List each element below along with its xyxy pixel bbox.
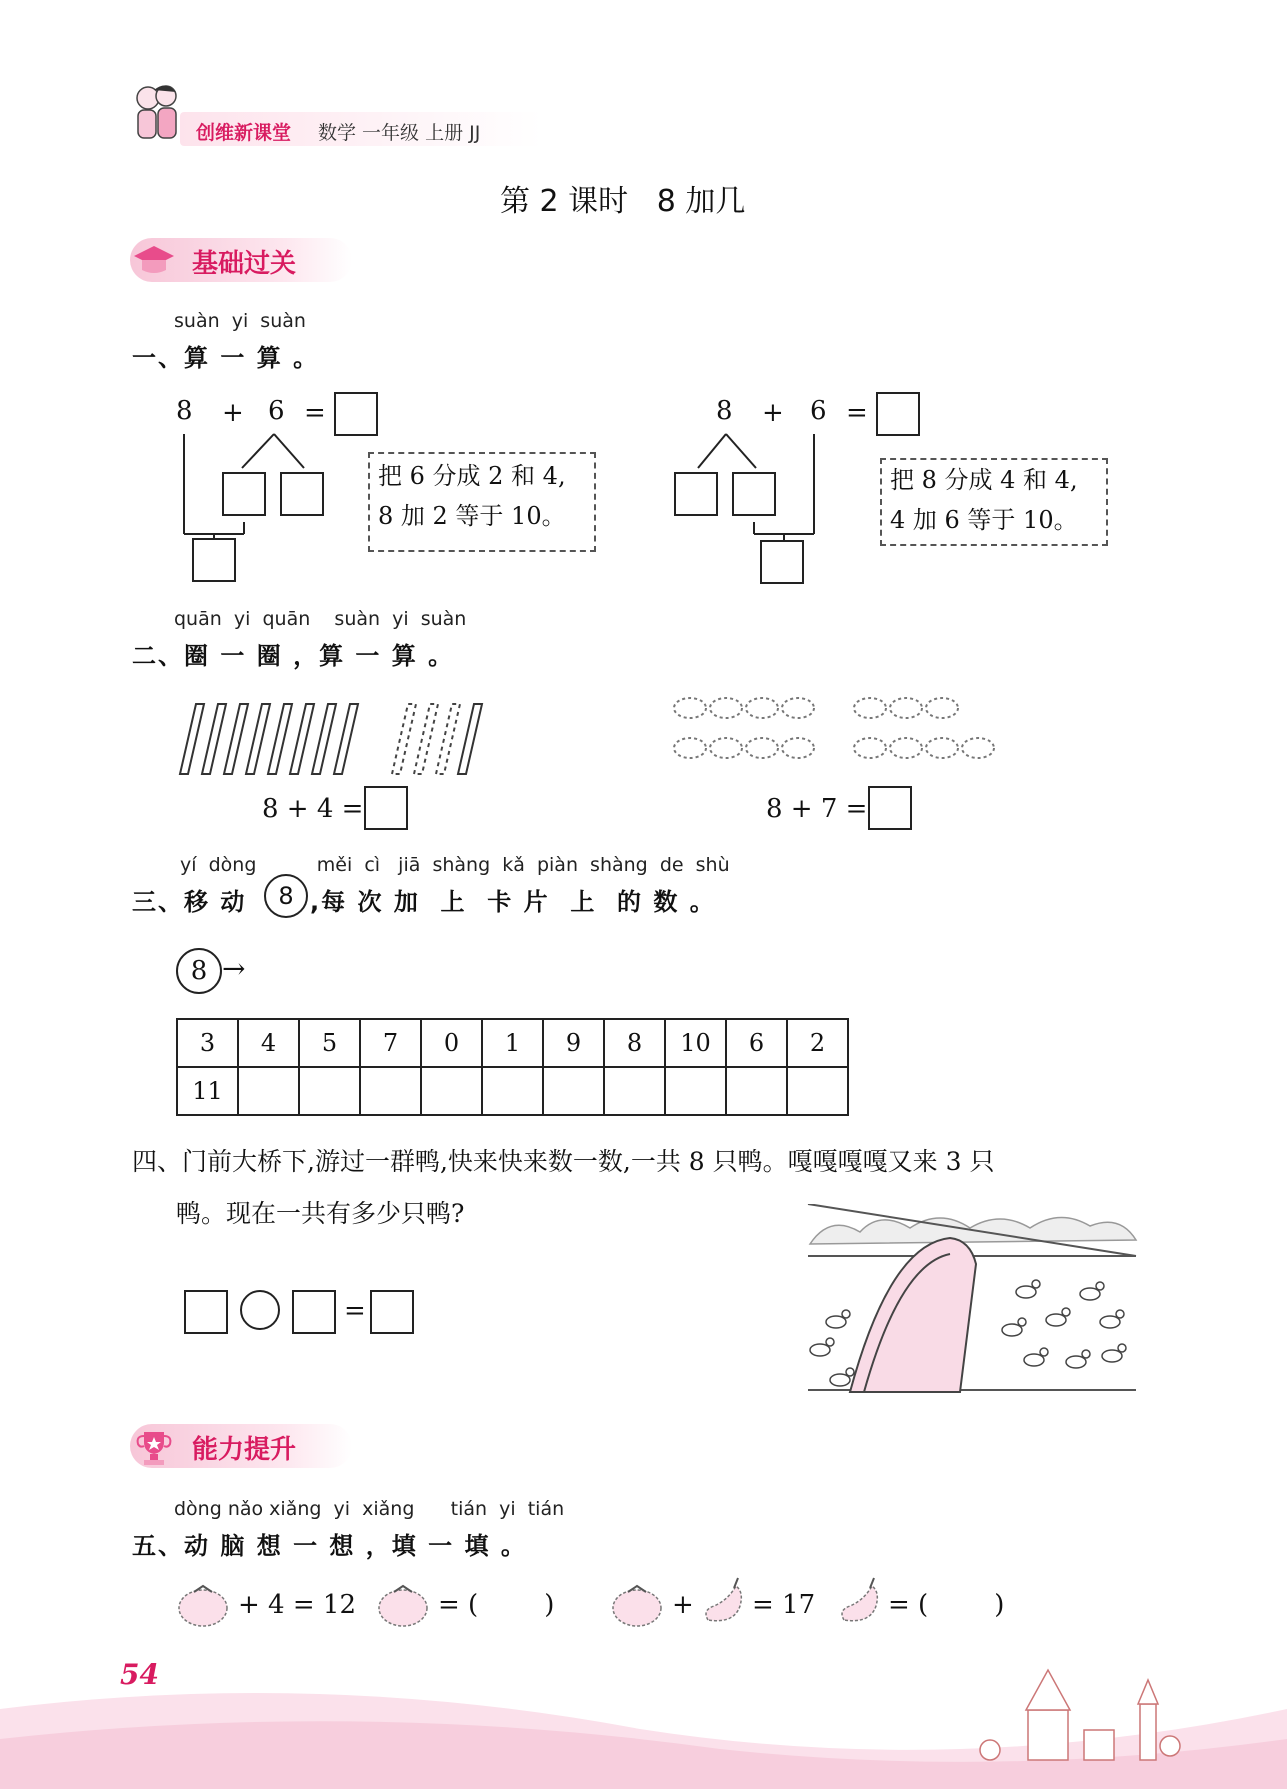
q1-right-answer-box[interactable] [876, 392, 920, 436]
q3-answer-cell[interactable] [543, 1067, 604, 1115]
q4-question-line-2: 鸭。现在一共有多少只鸭? [176, 1199, 465, 1228]
q1-left-split-box-1[interactable] [222, 472, 266, 516]
q4-equals: = [344, 1296, 366, 1326]
q3-table-row-answers [177, 1067, 848, 1115]
q3-card-cell: 1 [482, 1019, 543, 1067]
lesson-title: 第 2 课时 8 加几 [500, 184, 746, 219]
q3-answer-cell[interactable] [360, 1067, 421, 1115]
q3-card-cell: 6 [726, 1019, 787, 1067]
header-mascot [128, 80, 184, 152]
q3-card-cell: 0 [421, 1019, 482, 1067]
tomato-icon [376, 1580, 430, 1628]
trophy-icon [134, 1428, 174, 1468]
q3-answer-cell[interactable]: 11 [177, 1067, 238, 1115]
q2-left-answer-box[interactable] [364, 786, 408, 830]
q3-answer-cell[interactable] [665, 1067, 726, 1115]
eggplant-icon [834, 1576, 884, 1630]
q1-left-ten-box[interactable] [192, 538, 236, 582]
q3-answer-cell[interactable] [604, 1067, 665, 1115]
q5-expr-1: + 4 = 12 [238, 1590, 356, 1620]
q3-answer-cell[interactable] [787, 1067, 848, 1115]
q5-expr-4: = 17 [752, 1590, 816, 1620]
q5-expr-5[interactable]: = ( ) [888, 1590, 1005, 1620]
graduation-cap-icon [132, 244, 176, 278]
section-title-ability: 能力提升 [192, 1435, 297, 1465]
q5-title: 五、动 脑 想 一 想 ，填 一 填 。 [132, 1532, 527, 1560]
q1-left-hint-1: 把 6 分成 2 和 4, [378, 462, 566, 490]
q1-left-eq: = [304, 398, 326, 428]
tomato-icon [176, 1580, 230, 1628]
q4-question-line-1: 四、门前大桥下,游过一群鸭,快来快来数一数,一共 8 只鸭。嘎嘎嘎嘎又来 3 只 [132, 1147, 995, 1176]
q3-card-cell: 3 [177, 1019, 238, 1067]
header-brand: 创维新课堂 [196, 122, 292, 144]
q3-card-cell: 4 [238, 1019, 299, 1067]
q3-title-b: ,每 次 加 上 卡 片 上 的 数 。 [310, 888, 716, 916]
eggplant-icon [698, 1576, 748, 1630]
section-title-basic: 基础过关 [192, 249, 297, 279]
q1-left-a: 8 [176, 396, 193, 426]
q3-start-circle [176, 948, 222, 994]
q1-right-a: 8 [716, 396, 733, 426]
q1-left-hint-2: 8 加 2 等于 10。 [378, 502, 566, 530]
q3-pinyin: yí dòng měi cì jiā shàng kǎ piàn shàng de shù [180, 854, 730, 876]
q3-title-circle [264, 874, 308, 918]
q2-pears-illustration [670, 686, 1030, 766]
q4-box-1[interactable] [184, 1290, 228, 1334]
header-subject: 数学 一年级 上册 JJ [318, 122, 481, 144]
q3-card-cell: 10 [665, 1019, 726, 1067]
q4-answer-box[interactable] [370, 1290, 414, 1334]
q1-left-b: 6 [268, 396, 285, 426]
q3-card-cell: 7 [360, 1019, 421, 1067]
q1-right-split-box-1[interactable] [674, 472, 718, 516]
q3-card-cell: 8 [604, 1019, 665, 1067]
q2-sticks-illustration [170, 694, 490, 784]
q1-left-op: + [222, 398, 244, 428]
q3-answer-cell[interactable] [299, 1067, 360, 1115]
q2-right-equation: 8 + 7 = [766, 794, 868, 824]
q3-card-cell: 5 [299, 1019, 360, 1067]
q1-right-ten-box[interactable] [760, 540, 804, 584]
q1-right-eq: = [846, 398, 868, 428]
q3-start-number: 8 [190, 956, 208, 986]
q1-right-hint-2: 4 加 6 等于 10。 [890, 506, 1078, 534]
q1-right-b: 6 [810, 396, 827, 426]
q2-pinyin: quān yi quān suàn yi suàn [174, 608, 467, 630]
q3-number-table [176, 1018, 849, 1116]
q4-box-2[interactable] [292, 1290, 336, 1334]
q1-right-split-box-2[interactable] [732, 472, 776, 516]
page-number: 54 [120, 1658, 159, 1691]
q2-title: 二、圈 一 圈 ，算 一 算 。 [132, 642, 455, 670]
q2-right-answer-box[interactable] [868, 786, 912, 830]
arrow-right-icon: → [222, 952, 246, 985]
q5-pinyin: dòng nǎo xiǎng yi xiǎng tián yi tián [174, 1498, 565, 1520]
q1-title: 一、算 一 算 。 [132, 344, 320, 372]
q3-card-cell: 2 [787, 1019, 848, 1067]
q3-card-cell: 9 [543, 1019, 604, 1067]
tomato-icon [610, 1580, 664, 1628]
q1-right-op: + [762, 398, 784, 428]
q3-title-circle-number: 8 [278, 882, 294, 910]
q1-pinyin: suàn yi suàn [174, 310, 306, 332]
q3-answer-cell[interactable] [238, 1067, 299, 1115]
q5-expr-3: + [672, 1590, 694, 1620]
q4-operator-circle[interactable] [240, 1290, 280, 1330]
q5-expr-2[interactable]: = ( ) [438, 1590, 555, 1620]
q3-answer-cell[interactable] [482, 1067, 543, 1115]
q1-right-hint-1: 把 8 分成 4 和 4, [890, 466, 1078, 494]
q3-title-a: 三、移 动 [132, 888, 247, 916]
q1-left-split-box-2[interactable] [280, 472, 324, 516]
bridge-ducks-illustration [800, 1204, 1140, 1404]
q3-answer-cell[interactable] [726, 1067, 787, 1115]
q3-answer-cell[interactable] [421, 1067, 482, 1115]
q2-left-equation: 8 + 4 = [262, 794, 364, 824]
children-icon [128, 80, 184, 152]
castle-illustration [960, 1650, 1190, 1780]
q3-table-row-cards [177, 1019, 848, 1067]
